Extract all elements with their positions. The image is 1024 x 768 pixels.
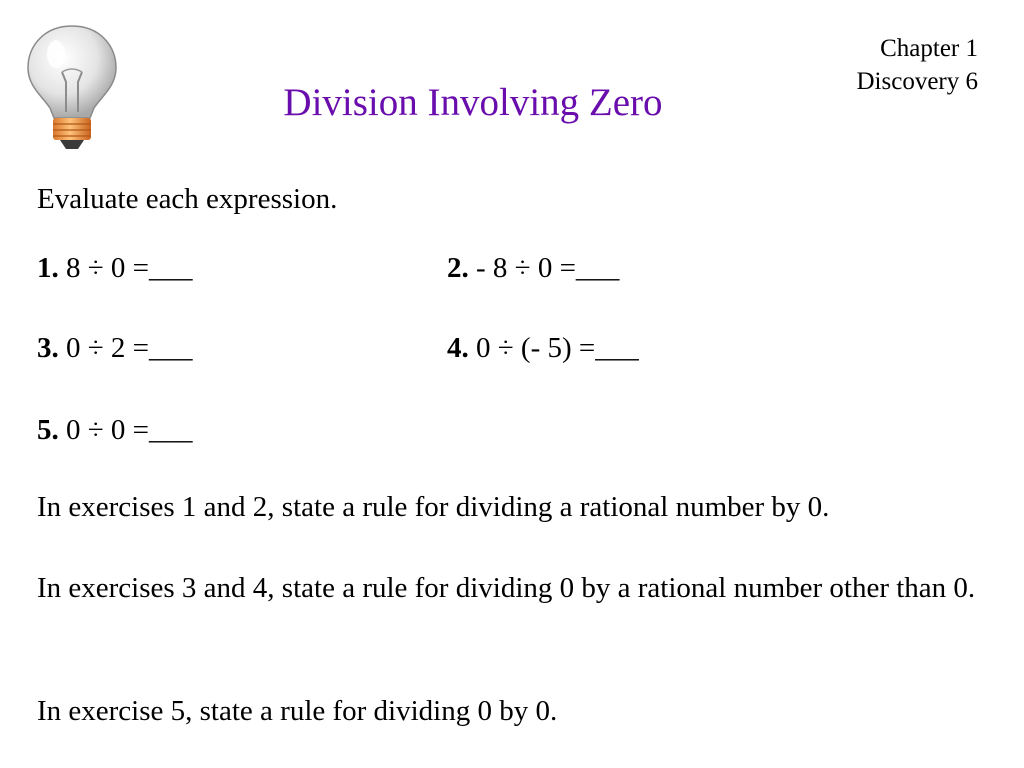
exercise-expression: 0 ÷ 0 =___ [66,414,193,446]
instruction-text: Evaluate each expression. [37,183,338,215]
rule-prompt-2: In exercises 3 and 4, state a rule for dividing 0 by a rational number other than 0. [37,572,976,604]
exercise-number: 3. [37,332,59,364]
exercise-expression: - 8 ÷ 0 =___ [476,252,620,284]
exercise-expression: 0 ÷ (- 5) =___ [476,332,639,364]
exercise-3 [37,330,193,366]
exercise-number: 5. [37,414,59,446]
section-label: Discovery 6 [856,68,978,95]
exercise-4 [447,330,639,366]
page-title: Division Involving Zero [283,81,663,124]
exercise-1 [37,250,193,286]
exercise-2 [447,250,619,286]
exercise-number: 1. [37,252,59,284]
exercise-5 [37,412,193,448]
exercise-expression: 0 ÷ 2 =___ [66,332,193,364]
rule-prompt-3: In exercise 5, state a rule for dividing 0 by 0. [37,695,558,727]
exercise-expression: 8 ÷ 0 =___ [66,252,193,284]
chapter-label: Chapter 1 [880,35,978,62]
exercise-number: 2. [447,252,469,284]
exercise-number: 4. [447,332,469,364]
rule-prompt-1: In exercises 1 and 2, state a rule for dividing a rational number by 0. [37,491,830,523]
